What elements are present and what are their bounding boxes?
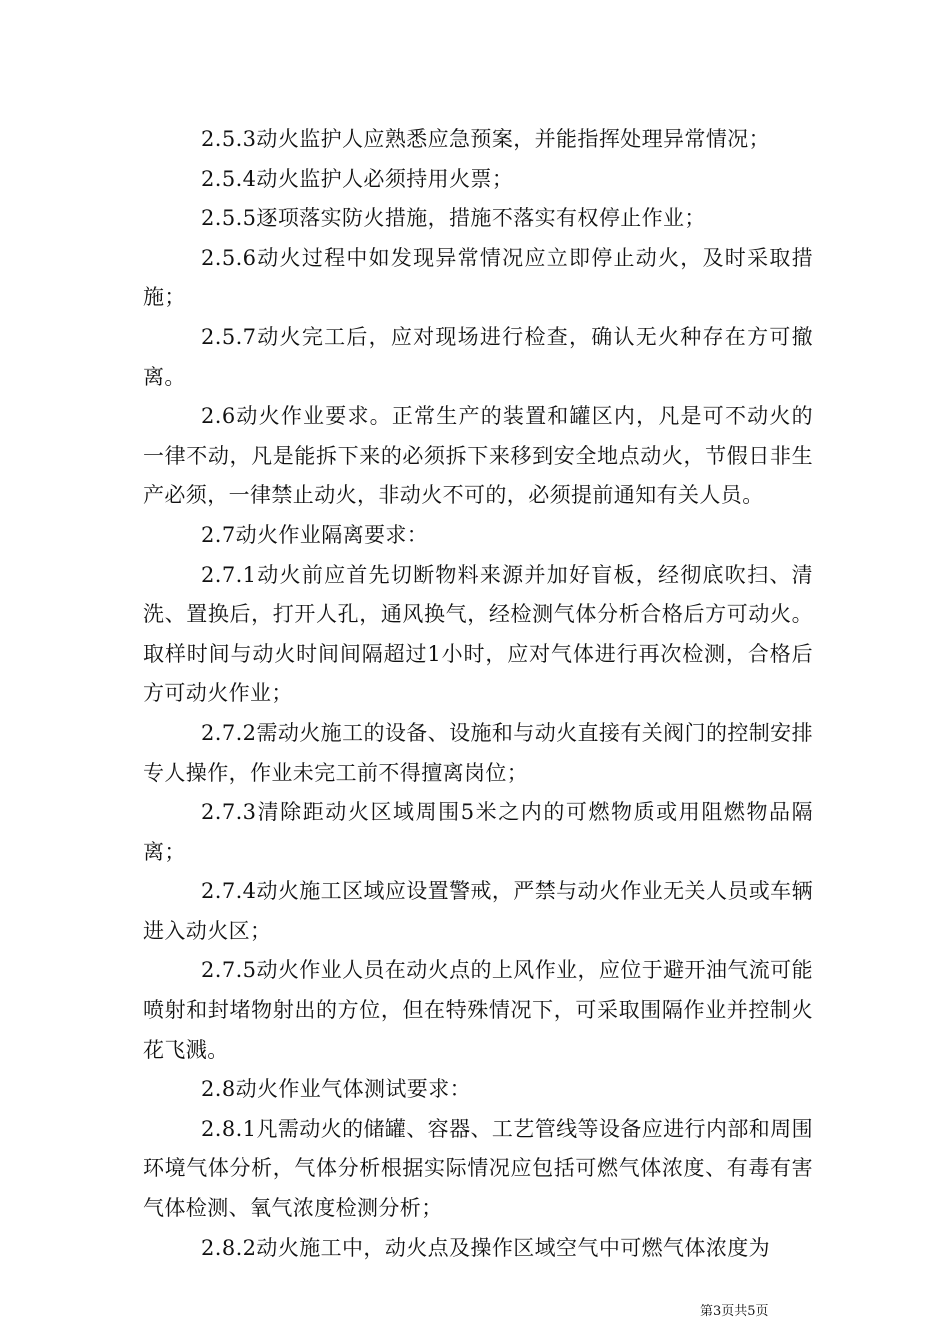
paragraph-2-5-5: 2.5.5逐项落实防火措施，措施不落实有权停止作业； bbox=[201, 206, 706, 231]
paragraph-2-5-6: 2.5.6动火过程中如发现异常情况应立即停止动火，及时采取措施； bbox=[143, 245, 813, 310]
paragraph-2-8-1: 2.8.1凡需动火的储罐、容器、工艺管线等设备应进行内部和周围环境气体分析，气体分析根据实际情况应包括可燃气体浓度、有毒有害气体检测、氧气浓度检测分析； bbox=[143, 1116, 813, 1221]
paragraph-2-8-2: 2.8.2动火施工中，动火点及操作区域空气中可燃气体浓度为 bbox=[201, 1235, 771, 1260]
paragraph-2-7-3: 2.7.3清除距动火区域周围5米之内的可燃物质或用阻燃物品隔离； bbox=[143, 800, 813, 864]
paragraph-2-7-2: 2.7.2需动火施工的设备、设施和与动火直接有关阀门的控制安排专人操作，作业未完工前不得擅离岗位； bbox=[143, 720, 813, 785]
paragraph-2-6: 2.6动火作业要求。正常生产的装置和罐区内，凡是可不动火的一律不动，凡是能拆下来的必须拆下来移到安全地点动火，节假日非生产必须，一律禁止动火，非动火不可的，必须提前通知有关人员。 bbox=[143, 404, 813, 508]
paragraph-2-5-7: 2.5.7动火完工后，应对现场进行检查，确认无火种存在方可撤离。 bbox=[143, 324, 813, 389]
paragraph-2-5-3: 2.5.3动火监护人应熟悉应急预案，并能指挥处理异常情况； bbox=[201, 127, 771, 151]
paragraph-2-7-1: 2.7.1动火前应首先切断物料来源并加好盲板，经彻底吹扫、清洗、置换后，打开人孔，通风换气，经检测气体分析合格后方可动火。取样时间与动火时间间隔超过1小时，应对气体进行再次检测，合格后方可动火作业； bbox=[143, 562, 813, 706]
heading-2-8: 2.8动火作业气体测试要求： bbox=[201, 1077, 471, 1102]
page-number-footer: 第3页共5页 bbox=[700, 1304, 769, 1319]
heading-2-7: 2.7动火作业隔离要求： bbox=[201, 522, 429, 547]
paragraph-2-7-5: 2.7.5动火作业人员在动火点的上风作业，应位于避开油气流可能喷射和封堵物射出的方位，但在特殊情况下，可采取围隔作业并控制火花飞溅。 bbox=[143, 958, 813, 1062]
paragraph-2-5-4: 2.5.4动火监护人必须持用火票； bbox=[201, 166, 514, 191]
document-body bbox=[143, 120, 813, 1268]
paragraph-2-7-4: 2.7.4动火施工区域应设置警戒，严禁与动火作业无关人员或车辆进入动火区； bbox=[143, 879, 813, 943]
